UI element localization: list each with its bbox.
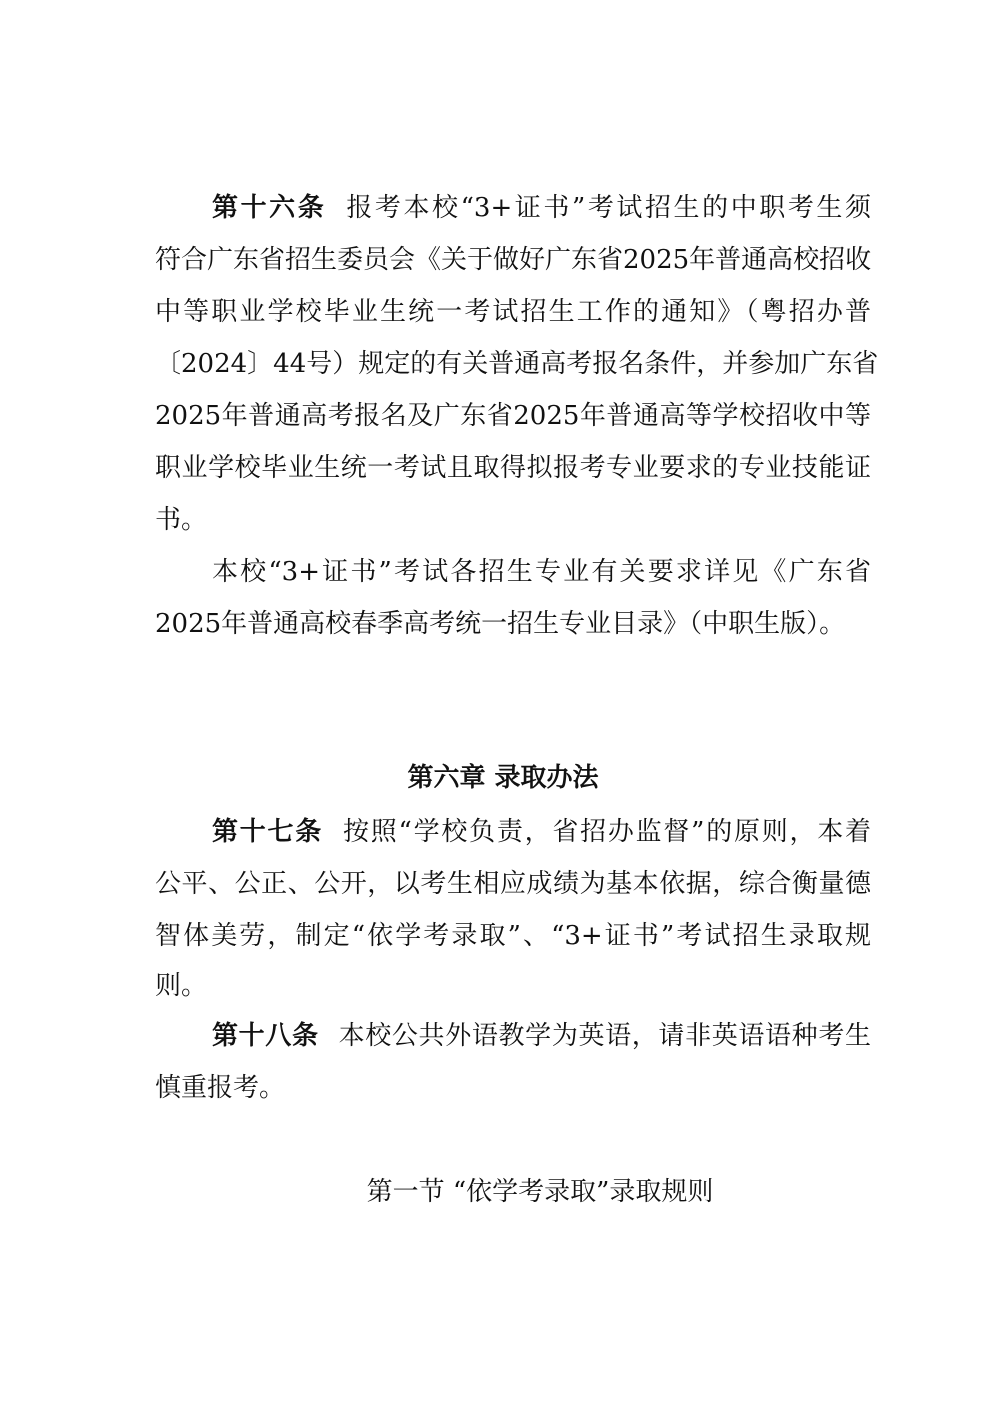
article-16-note-line-1: 本校“3+证书”考试各招生专业有关要求详见《广东省 [212, 557, 871, 587]
article-18-text: 本校公共外语教学为英语，请非英语语种考生 [338, 1021, 871, 1051]
article-16-note-line-2: 2025年普通高校春季高考统一招生专业目录》（中职生版）。 [155, 609, 846, 639]
article-16-line-1 [155, 188, 871, 228]
article-17-text: 按照“学校负责，省招办监督”的原则，本着 [343, 817, 871, 847]
article-16-text: 报考本校“3+证书”考试招生的中职考生须 [346, 193, 871, 223]
article-16-line-3: 中等职业学校毕业生统一考试招生工作的通知》（粤招办普 [155, 297, 871, 327]
article-17-number: 第十七条 [212, 817, 324, 847]
article-16-line-2: 符合广东省招生委员会《关于做好广东省2025年普通高校招收 [155, 245, 872, 275]
article-17-line-4: 则。 [155, 971, 208, 1001]
article-16-line-6: 职业学校毕业生统一考试且取得拟报考专业要求的专业技能证 [155, 453, 871, 483]
article-18-number: 第十八条 [212, 1021, 319, 1051]
article-17-line-1 [155, 812, 871, 852]
article-16-number: 第十六条 [212, 193, 327, 223]
article-16-line-5: 2025年普通高考报名及广东省2025年普通高等学校招收中等 [155, 401, 871, 431]
article-16-line-7: 书。 [155, 505, 208, 535]
article-18-line-1 [155, 1016, 871, 1056]
article-18-line-2: 慎重报考。 [155, 1073, 286, 1103]
section-1-heading: 第一节 “依学考录取”录取规则 [366, 1177, 714, 1207]
article-16-line-4: 〔2024〕44号）规定的有关普通高考报名条件，并参加广东省 [155, 349, 879, 379]
article-17-line-2: 公平、公正、公开，以考生相应成绩为基本依据，综合衡量德 [155, 869, 871, 899]
article-17-line-3: 智体美劳，制定“依学考录取”、“3+证书”考试招生录取规 [155, 921, 871, 951]
chapter-6-heading: 第六章 录取办法 [407, 763, 599, 793]
